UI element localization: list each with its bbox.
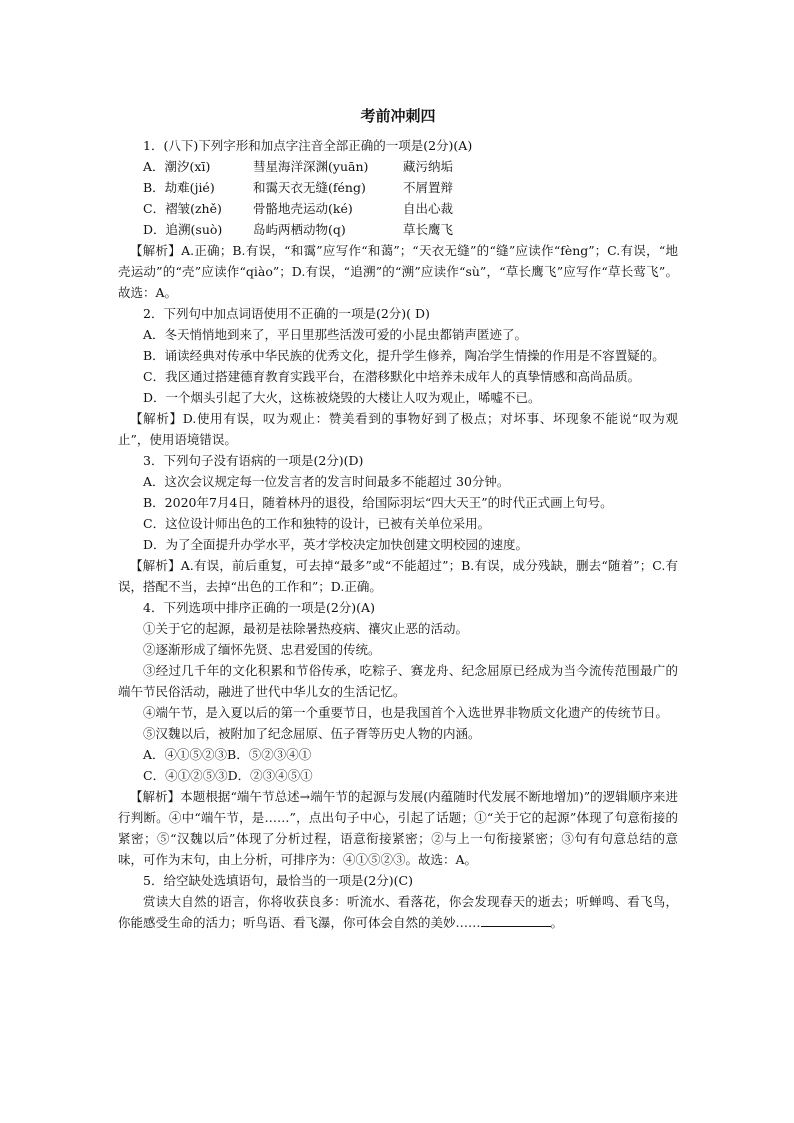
question-3-option-c: C．这位设计师出色的工作和独特的设计，已被有关单位采用。 xyxy=(143,516,491,531)
question-4-choices-cd: C．④①②⑤③D．②③④⑤① xyxy=(143,768,313,783)
question-3-option-d: D．为了全面提升办学水平，英才学校决定加快创建文明校园的速度。 xyxy=(143,537,529,552)
question-4-analysis: 【解析】本题根据“端午节总述→端午节的起源与发展(内蕴随时代发展不断地增加)”的逻辑顺序来进行判断。④中“端午节，是……”，点出句子中心，引起了话题；①“关于它的起源”体现了句意衔接的紧密；⑤“汉魏以后”体现了分析过程，语意衔接紧密；②与上一句衔接紧密；③句有句意总结的意味，可作为末句，由上分析，可排序为：④①⑤②③。故选：A。 xyxy=(118,789,678,867)
option-cell: 骨骼地壳运动(ké) xyxy=(253,201,353,216)
question-1-option-c xyxy=(118,198,678,219)
option-cell: 不屑置辩 xyxy=(403,180,454,195)
exam-page xyxy=(118,101,678,933)
question-1-option-d xyxy=(118,219,678,240)
question-4-sentence-4: ④端午节，是入夏以后的第一个重要节日，也是我国首个入选世界非物质文化遗产的传统节日。 xyxy=(143,705,669,720)
option-cell: 自出心裁 xyxy=(403,201,454,216)
question-4-choices-ab: A．④①⑤②③B．⑤②③④① xyxy=(143,747,312,762)
option-cell: 岛屿两栖动物(q) xyxy=(253,222,346,237)
option-cell: 藏污纳垢 xyxy=(403,159,454,174)
question-2-analysis: 【解析】D.使用有误，叹为观止：赞美看到的事物好到了极点；对坏事、坏现象不能说“叹为观止”，使用语境错误。 xyxy=(118,411,678,447)
question-4-stem: 4．下列选项中排序正确的一项是(2分)(A) xyxy=(143,600,375,615)
option-cell: 彗星海洋深渊(yuān) xyxy=(253,159,369,174)
option-cell: 和霭天衣无缝(féng) xyxy=(253,180,366,195)
page-title: 考前冲刺四 xyxy=(360,107,436,125)
question-2-option-c: C．我区通过搭建德育教育实践平台，在潜移默化中培养未成年人的真挚情感和高尚品质。 xyxy=(143,369,641,384)
answer-blank xyxy=(481,912,551,927)
question-1-option-b xyxy=(118,177,678,198)
question-5-stem: 5．给空缺处选填语句，最恰当的一项是(2分)(C) xyxy=(143,873,413,888)
question-3-option-a: A．这次会议规定每一位发言者的发言时间最多不能超过 30分钟。 xyxy=(143,474,510,489)
option-cell: C．褶皱(zhě) xyxy=(143,201,222,216)
question-4-sentence-3: ③经过几千年的文化积累和节俗传承，吃粽子、赛龙舟、纪念屈原已经成为当今流传范围最广的端午节民俗活动，融进了世代中华儿女的生活记忆。 xyxy=(118,663,678,699)
question-4-sentence-2: ②逐渐形成了缅怀先贤、忠君爱国的传统。 xyxy=(143,642,381,657)
question-2-stem: 2．下列句中加点词语使用不正确的一项是(2分)( D) xyxy=(143,306,430,321)
option-cell: D．追溯(suò) xyxy=(143,222,223,237)
question-1-stem: 1．(八下)下列字形和加点字注音全部正确的一项是(2分)(A) xyxy=(143,138,473,153)
question-5-passage xyxy=(118,891,678,933)
question-3-stem: 3．下列句子没有语病的一项是(2分)(D) xyxy=(143,453,364,468)
question-4-sentence-1: ①关于它的起源，最初是祛除暑热疫病、禳灾止恶的活动。 xyxy=(143,621,469,636)
question-3-option-b: B．2020年7月4日，随着林丹的退役，给国际羽坛“四大天王”的时代正式画上句号。 xyxy=(143,495,613,510)
option-cell: B．劫难(jié) xyxy=(143,180,215,195)
question-2-option-b: B．诵读经典对传承中华民族的优秀文化，提升学生修养，陶冶学生情操的作用是不容置疑的。 xyxy=(143,348,665,363)
passage-end: 。 xyxy=(550,915,564,930)
option-cell: A．潮汐(xī) xyxy=(143,159,211,174)
question-3-analysis: 【解析】A.有误，前后重复，可去掉“最多”或“不能超过”；B.有误，成分残缺，删去“随着”；C.有误，搭配不当，去掉“出色的工作和”；D.正确。 xyxy=(118,558,678,594)
question-2-option-d: D．一个烟头引起了大火，这栋被烧毁的大楼让人叹为观止，唏嘘不已。 xyxy=(143,390,541,405)
question-1-option-a xyxy=(118,156,678,177)
question-2-option-a: A．冬天悄悄地到来了，平日里那些活泼可爱的小昆虫都销声匿迹了。 xyxy=(143,327,528,342)
passage-text: 赏读大自然的语言，你将收获良多：听流水、看落花，你会发现春天的逝去；听蝉鸣、看飞鸟，你能感受生命的活力；听鸟语、看飞瀑，你可体会自然的美妙…… xyxy=(118,894,678,930)
option-cell: 草长鹰飞 xyxy=(403,222,454,237)
question-1-analysis: 【解析】A.正确；B.有误，“和霭”应写作“和蔼”；“天衣无缝”的“缝”应读作“fèng”；C.有误，“地壳运动”的“壳”应读作“qiào”；D.有误，“追溯”的“溯”应读作“sù”，“草长鹰飞”应写作“草长莺飞”。故选：A。 xyxy=(118,243,678,300)
question-4-sentence-5: ⑤汉魏以后，被附加了纪念屈原、伍子胥等历史人物的内涵。 xyxy=(143,726,481,741)
